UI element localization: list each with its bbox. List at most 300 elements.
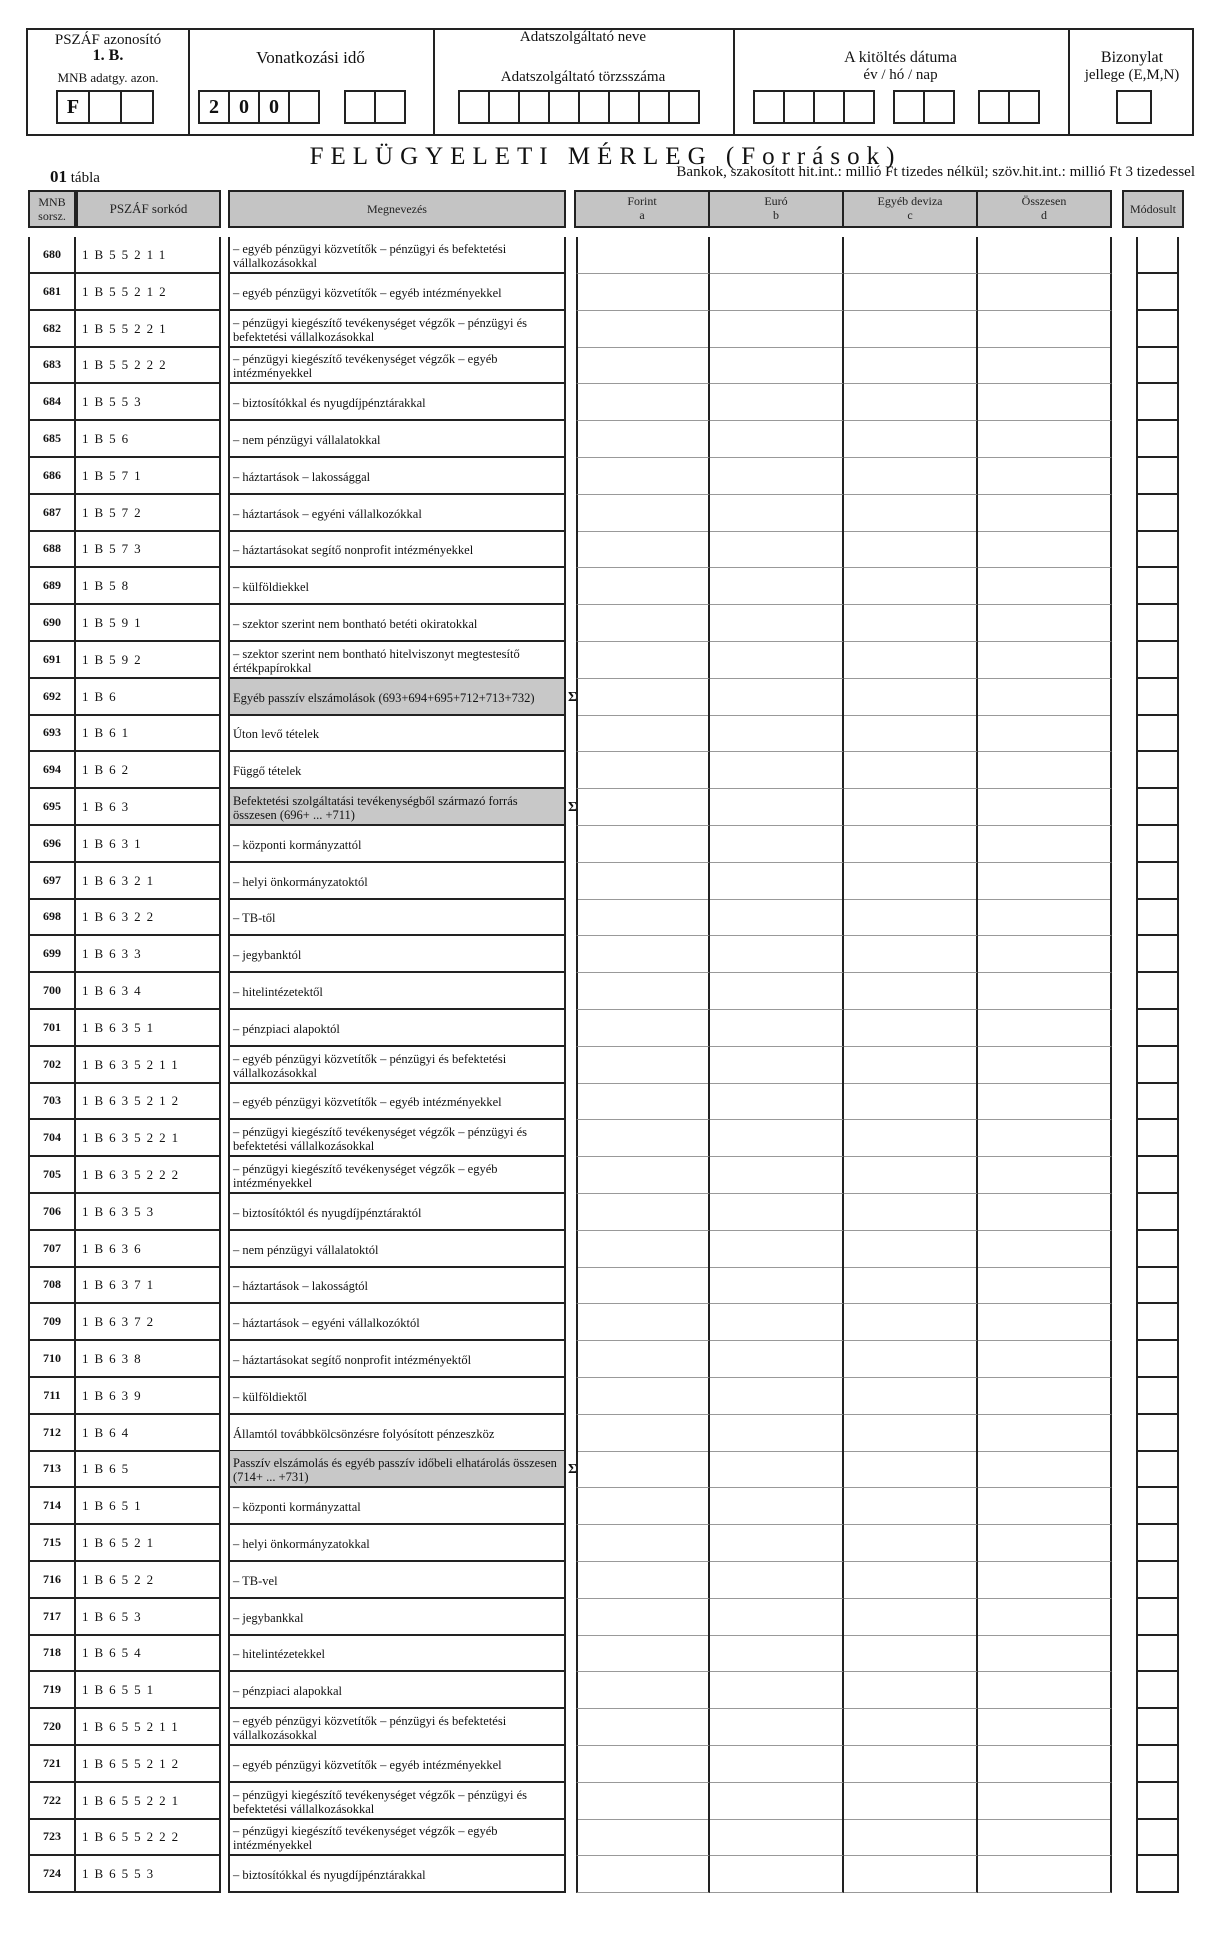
modified-cell[interactable] <box>1136 715 1179 752</box>
euro-cell[interactable] <box>710 973 844 1010</box>
other-cell[interactable] <box>844 715 978 752</box>
total-cell[interactable] <box>978 899 1112 936</box>
euro-cell[interactable] <box>710 1783 844 1820</box>
other-cell[interactable] <box>844 789 978 826</box>
modified-cell[interactable] <box>1136 1083 1179 1120</box>
modified-cell[interactable] <box>1136 1194 1179 1231</box>
forint-cell[interactable] <box>576 1856 710 1893</box>
total-cell[interactable] <box>978 531 1112 568</box>
modified-cell[interactable] <box>1136 1525 1179 1562</box>
modified-cell[interactable] <box>1136 495 1179 532</box>
forint-cell[interactable] <box>576 274 710 311</box>
modified-cell[interactable] <box>1136 752 1179 789</box>
other-cell[interactable] <box>844 1525 978 1562</box>
modified-cell[interactable] <box>1136 679 1179 716</box>
other-cell[interactable] <box>844 347 978 384</box>
total-cell[interactable] <box>978 863 1112 900</box>
other-cell[interactable] <box>844 237 978 274</box>
row-name-text: – külföldiekkel <box>233 580 310 595</box>
forint-cell[interactable] <box>576 421 710 458</box>
doc-type-label: Bizonylat <box>1100 49 1164 66</box>
total-cell[interactable] <box>978 1010 1112 1047</box>
col-code-header: PSZÁF sorkód <box>76 190 221 228</box>
other-cell[interactable] <box>844 1746 978 1783</box>
sum-sigma-icon: Σ <box>568 1462 578 1478</box>
euro-cell[interactable] <box>710 1231 844 1268</box>
row-number: 715 <box>28 1525 76 1562</box>
other-cell[interactable] <box>844 1047 978 1084</box>
modified-cell[interactable] <box>1136 1856 1179 1893</box>
fill-month-1[interactable] <box>893 90 925 124</box>
forint-cell[interactable] <box>576 1415 710 1452</box>
modified-cell[interactable] <box>1136 863 1179 900</box>
total-cell[interactable] <box>978 679 1112 716</box>
row-name <box>228 1635 566 1672</box>
forint-cell[interactable] <box>576 899 710 936</box>
total-cell[interactable] <box>978 1746 1112 1783</box>
forint-cell[interactable] <box>576 1709 710 1746</box>
row-name <box>228 311 566 348</box>
provider-id-box-8[interactable] <box>668 90 700 124</box>
row-code: 1B58 <box>76 568 221 605</box>
other-cell[interactable] <box>844 1783 978 1820</box>
forint-cell[interactable] <box>576 863 710 900</box>
total-cell[interactable] <box>978 458 1112 495</box>
fill-month-2[interactable] <box>923 90 955 124</box>
modified-cell[interactable] <box>1136 1746 1179 1783</box>
euro-cell[interactable] <box>710 531 844 568</box>
other-cell[interactable] <box>844 1672 978 1709</box>
modified-cell[interactable] <box>1136 237 1179 274</box>
other-cell[interactable] <box>844 531 978 568</box>
row-number: 687 <box>28 495 76 532</box>
modified-cell[interactable] <box>1136 531 1179 568</box>
row-number: 698 <box>28 899 76 936</box>
total-cell[interactable] <box>978 1083 1112 1120</box>
other-cell[interactable] <box>844 642 978 679</box>
pszaf-id-code: 1. B. <box>92 47 124 64</box>
modified-cell[interactable] <box>1136 1120 1179 1157</box>
provider-id-box-6[interactable] <box>608 90 640 124</box>
provider-id-box-1[interactable] <box>458 90 490 124</box>
provider-id-box-5[interactable] <box>578 90 610 124</box>
euro-cell[interactable] <box>710 311 844 348</box>
forint-cell[interactable] <box>576 1010 710 1047</box>
forint-cell[interactable] <box>576 1231 710 1268</box>
forint-cell[interactable] <box>576 752 710 789</box>
modified-cell[interactable] <box>1136 384 1179 421</box>
forint-cell[interactable] <box>576 1194 710 1231</box>
row-name-text: – hitelintézetekkel <box>233 1647 325 1662</box>
total-cell[interactable] <box>978 1267 1112 1304</box>
euro-cell[interactable] <box>710 274 844 311</box>
forint-cell[interactable] <box>576 936 710 973</box>
forint-cell[interactable] <box>576 789 710 826</box>
period-digit-1: 2 <box>198 90 230 124</box>
forint-cell[interactable] <box>576 568 710 605</box>
row-name <box>228 274 566 311</box>
forint-cell[interactable] <box>576 679 710 716</box>
total-cell[interactable] <box>978 1451 1112 1488</box>
other-cell[interactable] <box>844 421 978 458</box>
sum-sigma-icon: Σ <box>568 800 578 815</box>
other-cell[interactable] <box>844 1010 978 1047</box>
provider-id-box-7[interactable] <box>638 90 670 124</box>
fill-year-4[interactable] <box>843 90 875 124</box>
other-cell[interactable] <box>844 458 978 495</box>
forint-cell[interactable] <box>576 495 710 532</box>
euro-cell[interactable] <box>710 863 844 900</box>
modified-cell[interactable] <box>1136 973 1179 1010</box>
row-name-text: – szektor szerint nem bontható hitelviszonyt megtestesítő értékpapírokkal <box>233 646 520 675</box>
row-code: 1B64 <box>76 1415 221 1452</box>
forint-cell[interactable] <box>576 1635 710 1672</box>
row-code: 1B653 <box>76 1599 221 1636</box>
other-cell[interactable] <box>844 1341 978 1378</box>
other-cell[interactable] <box>844 826 978 863</box>
other-cell[interactable] <box>844 1451 978 1488</box>
total-cell[interactable] <box>978 826 1112 863</box>
euro-cell[interactable] <box>710 495 844 532</box>
euro-cell[interactable] <box>710 1599 844 1636</box>
euro-cell[interactable] <box>710 1415 844 1452</box>
forint-cell[interactable] <box>576 1047 710 1084</box>
row-name <box>228 1415 566 1452</box>
row-number: 703 <box>28 1083 76 1120</box>
row-name <box>228 1010 566 1047</box>
total-cell[interactable] <box>978 1378 1112 1415</box>
other-cell[interactable] <box>844 863 978 900</box>
forint-cell[interactable] <box>576 1525 710 1562</box>
forint-cell[interactable] <box>576 1083 710 1120</box>
mnb-id-box-2[interactable] <box>88 90 122 124</box>
modified-cell[interactable] <box>1136 1783 1179 1820</box>
row-code: 1B553 <box>76 384 221 421</box>
row-name <box>228 1819 566 1856</box>
total-cell[interactable] <box>978 1709 1112 1746</box>
total-cell[interactable] <box>978 1783 1112 1820</box>
other-cell[interactable] <box>844 1120 978 1157</box>
modified-cell[interactable] <box>1136 274 1179 311</box>
fill-year-2[interactable] <box>783 90 815 124</box>
modified-cell[interactable] <box>1136 311 1179 348</box>
other-cell[interactable] <box>844 1194 978 1231</box>
euro-cell[interactable] <box>710 1194 844 1231</box>
euro-cell[interactable] <box>710 384 844 421</box>
total-cell[interactable] <box>978 1415 1112 1452</box>
row-number: 688 <box>28 531 76 568</box>
total-cell[interactable] <box>978 973 1112 1010</box>
euro-cell[interactable] <box>710 1341 844 1378</box>
total-cell[interactable] <box>978 789 1112 826</box>
forint-cell[interactable] <box>576 1157 710 1194</box>
forint-cell[interactable] <box>576 1599 710 1636</box>
provider-id-box-4[interactable] <box>548 90 580 124</box>
euro-cell[interactable] <box>710 1746 844 1783</box>
euro-cell[interactable] <box>710 1120 844 1157</box>
other-cell[interactable] <box>844 1157 978 1194</box>
modified-cell[interactable] <box>1136 1157 1179 1194</box>
modified-cell[interactable] <box>1136 642 1179 679</box>
total-cell[interactable] <box>978 1194 1112 1231</box>
modified-cell[interactable] <box>1136 568 1179 605</box>
total-cell[interactable] <box>978 1525 1112 1562</box>
total-cell[interactable] <box>978 347 1112 384</box>
total-cell[interactable] <box>978 1562 1112 1599</box>
forint-cell[interactable] <box>576 1378 710 1415</box>
euro-cell[interactable] <box>710 715 844 752</box>
table-row <box>28 274 1184 311</box>
euro-cell[interactable] <box>710 1267 844 1304</box>
other-cell[interactable] <box>844 311 978 348</box>
modified-cell[interactable] <box>1136 1231 1179 1268</box>
modified-cell[interactable] <box>1136 605 1179 642</box>
forint-cell[interactable] <box>576 531 710 568</box>
total-cell[interactable] <box>978 1047 1112 1084</box>
modified-cell[interactable] <box>1136 1709 1179 1746</box>
forint-cell[interactable] <box>576 973 710 1010</box>
forint-cell[interactable] <box>576 1562 710 1599</box>
provider-id-box-3[interactable] <box>518 90 550 124</box>
modified-cell[interactable] <box>1136 899 1179 936</box>
forint-cell[interactable] <box>576 1783 710 1820</box>
table-row <box>28 899 1184 936</box>
euro-cell[interactable] <box>710 1562 844 1599</box>
total-cell[interactable] <box>978 1341 1112 1378</box>
fill-date-sub: év / hó / nap <box>863 67 938 83</box>
other-cell[interactable] <box>844 1304 978 1341</box>
modified-cell[interactable] <box>1136 1672 1179 1709</box>
other-cell[interactable] <box>844 1415 978 1452</box>
forint-cell[interactable] <box>576 1120 710 1157</box>
forint-cell[interactable] <box>576 1304 710 1341</box>
total-cell[interactable] <box>978 1819 1112 1856</box>
modified-cell[interactable] <box>1136 1267 1179 1304</box>
forint-cell[interactable] <box>576 826 710 863</box>
other-cell[interactable] <box>844 752 978 789</box>
row-name <box>228 1783 566 1820</box>
euro-cell[interactable] <box>710 899 844 936</box>
forint-cell[interactable] <box>576 1746 710 1783</box>
row-code: 1B55222 <box>76 347 221 384</box>
total-cell[interactable] <box>978 752 1112 789</box>
euro-cell[interactable] <box>710 458 844 495</box>
period-month-2[interactable] <box>374 90 406 124</box>
forint-cell[interactable] <box>576 642 710 679</box>
forint-cell[interactable] <box>576 1341 710 1378</box>
row-code: 1B636 <box>76 1231 221 1268</box>
page-title: FELÜGYELETI MÉRLEG (Források) <box>309 143 902 170</box>
provider-id-box-2[interactable] <box>488 90 520 124</box>
forint-cell[interactable] <box>576 311 710 348</box>
forint-cell[interactable] <box>576 715 710 752</box>
euro-cell[interactable] <box>710 1304 844 1341</box>
euro-cell[interactable] <box>710 1047 844 1084</box>
total-cell[interactable] <box>978 311 1112 348</box>
total-cell[interactable] <box>978 605 1112 642</box>
other-cell[interactable] <box>844 679 978 716</box>
total-cell[interactable] <box>978 715 1112 752</box>
modified-cell[interactable] <box>1136 1488 1179 1525</box>
other-cell[interactable] <box>844 605 978 642</box>
row-code: 1B6372 <box>76 1304 221 1341</box>
fill-day-1[interactable] <box>978 90 1010 124</box>
modified-cell[interactable] <box>1136 458 1179 495</box>
forint-cell[interactable] <box>576 237 710 274</box>
other-cell[interactable] <box>844 1083 978 1120</box>
other-cell[interactable] <box>844 1267 978 1304</box>
modified-cell[interactable] <box>1136 1562 1179 1599</box>
total-cell[interactable] <box>978 642 1112 679</box>
row-code: 1B63 <box>76 789 221 826</box>
euro-cell[interactable] <box>710 826 844 863</box>
other-cell[interactable] <box>844 1488 978 1525</box>
modified-cell[interactable] <box>1136 347 1179 384</box>
euro-cell[interactable] <box>710 1451 844 1488</box>
other-cell[interactable] <box>844 899 978 936</box>
row-name <box>228 1672 566 1709</box>
euro-cell[interactable] <box>710 1856 844 1893</box>
other-cell[interactable] <box>844 1635 978 1672</box>
euro-cell[interactable] <box>710 642 844 679</box>
total-cell[interactable] <box>978 936 1112 973</box>
row-name-text: – háztartásokat segítő nonprofit intézményektől <box>233 1353 472 1367</box>
modified-cell[interactable] <box>1136 1451 1179 1488</box>
forint-cell[interactable] <box>576 384 710 421</box>
euro-cell[interactable] <box>710 347 844 384</box>
other-cell[interactable] <box>844 1231 978 1268</box>
mnb-id-box-3[interactable] <box>120 90 154 124</box>
table-row <box>28 1635 1184 1672</box>
euro-cell[interactable] <box>710 421 844 458</box>
fill-day-2[interactable] <box>1008 90 1040 124</box>
modified-cell[interactable] <box>1136 1378 1179 1415</box>
total-cell[interactable] <box>978 495 1112 532</box>
other-cell[interactable] <box>844 495 978 532</box>
modified-cell[interactable] <box>1136 1819 1179 1856</box>
modified-cell[interactable] <box>1136 1010 1179 1047</box>
other-cell[interactable] <box>844 384 978 421</box>
row-name-text: – TB-től <box>233 911 276 926</box>
modified-cell[interactable] <box>1136 1047 1179 1084</box>
forint-cell[interactable] <box>576 458 710 495</box>
table-row <box>28 421 1184 458</box>
total-cell[interactable] <box>978 384 1112 421</box>
total-cell[interactable] <box>978 237 1112 274</box>
total-cell[interactable] <box>978 1599 1112 1636</box>
total-cell[interactable] <box>978 1488 1112 1525</box>
row-name <box>228 1525 566 1562</box>
modified-cell[interactable] <box>1136 1599 1179 1636</box>
modified-cell[interactable] <box>1136 1635 1179 1672</box>
modified-cell[interactable] <box>1136 1415 1179 1452</box>
total-cell[interactable] <box>978 274 1112 311</box>
other-cell[interactable] <box>844 973 978 1010</box>
total-cell[interactable] <box>978 1120 1112 1157</box>
euro-cell[interactable] <box>710 1635 844 1672</box>
euro-cell[interactable] <box>710 1709 844 1746</box>
table-row <box>28 973 1184 1010</box>
euro-cell[interactable] <box>710 1488 844 1525</box>
col-total-letter: d <box>1041 208 1047 222</box>
modified-cell[interactable] <box>1136 421 1179 458</box>
total-cell[interactable] <box>978 1672 1112 1709</box>
modified-cell[interactable] <box>1136 1304 1179 1341</box>
forint-cell[interactable] <box>576 605 710 642</box>
other-cell[interactable] <box>844 274 978 311</box>
euro-cell[interactable] <box>710 1672 844 1709</box>
row-name-text: – pénzügyi kiegészítő tevékenységet végzők – pénzügyi és befektetési vállalkozásokkal <box>233 1125 528 1154</box>
row-name <box>228 1341 566 1378</box>
doc-type-box[interactable] <box>1116 90 1152 124</box>
row-number: 708 <box>28 1267 76 1304</box>
total-cell[interactable] <box>978 1304 1112 1341</box>
euro-cell[interactable] <box>710 752 844 789</box>
modified-cell[interactable] <box>1136 826 1179 863</box>
other-cell[interactable] <box>844 1709 978 1746</box>
row-number: 711 <box>28 1378 76 1415</box>
fill-year-3[interactable] <box>813 90 845 124</box>
row-name-text: Passzív elszámolás és egyéb passzív időbeli elhatárolás összesen (714+ ... +731) <box>233 1456 557 1485</box>
euro-cell[interactable] <box>710 789 844 826</box>
euro-cell[interactable] <box>710 1525 844 1562</box>
euro-cell[interactable] <box>710 568 844 605</box>
other-cell[interactable] <box>844 936 978 973</box>
modified-cell[interactable] <box>1136 936 1179 973</box>
total-cell[interactable] <box>978 1231 1112 1268</box>
row-name <box>228 826 566 863</box>
euro-cell[interactable] <box>710 679 844 716</box>
euro-cell[interactable] <box>710 1378 844 1415</box>
other-cell[interactable] <box>844 1562 978 1599</box>
euro-cell[interactable] <box>710 1819 844 1856</box>
total-cell[interactable] <box>978 568 1112 605</box>
total-cell[interactable] <box>978 1157 1112 1194</box>
period-month-1[interactable] <box>344 90 376 124</box>
other-cell[interactable] <box>844 1856 978 1893</box>
forint-cell[interactable] <box>576 347 710 384</box>
forint-cell[interactable] <box>576 1819 710 1856</box>
modified-cell[interactable] <box>1136 1341 1179 1378</box>
modified-cell[interactable] <box>1136 789 1179 826</box>
forint-cell[interactable] <box>576 1672 710 1709</box>
euro-cell[interactable] <box>710 237 844 274</box>
row-code: 1B634 <box>76 973 221 1010</box>
row-name-text: Befektetési szolgáltatási tevékenységből származó forrás összesen (696+ ... +711) <box>233 794 518 822</box>
other-cell[interactable] <box>844 1599 978 1636</box>
row-name-text: – egyéb pénzügyi közvetítők – pénzügyi és befektetési vállalkozásokkal <box>233 242 507 270</box>
other-cell[interactable] <box>844 1819 978 1856</box>
row-number: 717 <box>28 1599 76 1636</box>
forint-cell[interactable] <box>576 1267 710 1304</box>
euro-cell[interactable] <box>710 1083 844 1120</box>
euro-cell[interactable] <box>710 605 844 642</box>
fill-year-1[interactable] <box>753 90 785 124</box>
forint-cell[interactable] <box>576 1451 710 1488</box>
total-cell[interactable] <box>978 1635 1112 1672</box>
euro-cell[interactable] <box>710 1157 844 1194</box>
row-name-text: – háztartások – egyéni vállalkozókkal <box>233 506 422 521</box>
period-digit-4[interactable] <box>288 90 320 124</box>
total-cell[interactable] <box>978 1856 1112 1893</box>
euro-cell[interactable] <box>710 936 844 973</box>
other-cell[interactable] <box>844 568 978 605</box>
euro-cell[interactable] <box>710 1010 844 1047</box>
other-cell[interactable] <box>844 1378 978 1415</box>
row-name-text: – háztartások – lakossággal <box>233 469 371 484</box>
total-cell[interactable] <box>978 421 1112 458</box>
forint-cell[interactable] <box>576 1488 710 1525</box>
